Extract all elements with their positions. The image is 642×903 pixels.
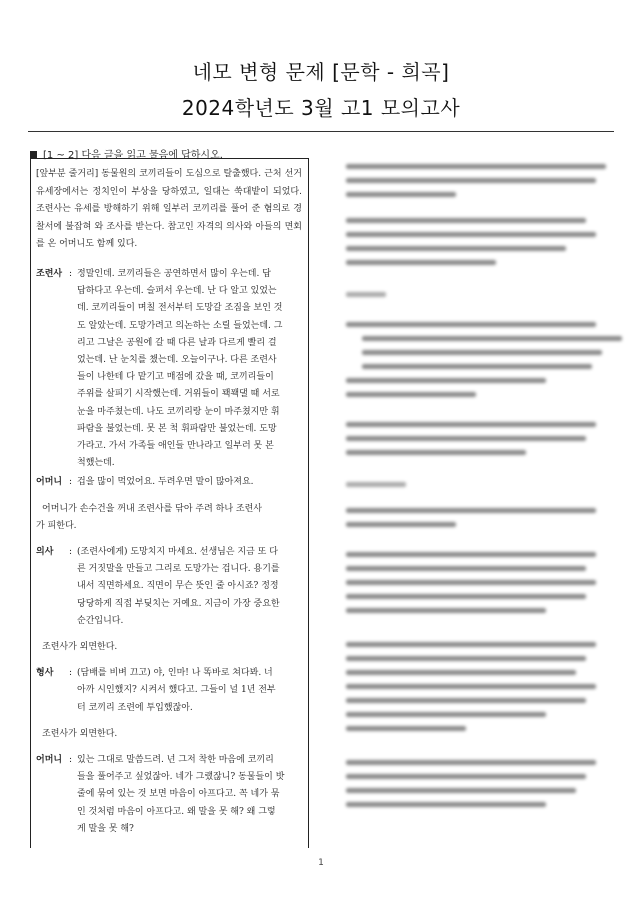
text-line: 터 코끼리 조련에 투입했잖아.: [77, 702, 193, 713]
blurred-text-line: [346, 322, 596, 327]
blurred-text-line: [346, 642, 596, 647]
blurred-text-line: [346, 422, 596, 427]
blurred-text-line: [362, 364, 592, 369]
text-line: 당당하게 직접 부딪치는 거예요. 지금이 가장 중요한: [77, 598, 280, 609]
title-divider: [28, 131, 614, 132]
text-line: 조련사가 외면한다.: [42, 728, 118, 739]
speaker-colon: :: [69, 477, 73, 488]
blurred-text-line: [346, 774, 586, 779]
blurred-text-line: [346, 192, 456, 197]
summary-text: 동물원의 코끼리들이 도심으로 탈출했다. 근처 선거 유세장에서는 정치인이 부상을 당하였고, 일대는 쑥대밭이 되었다. 조련사는 유세를 방해하기 위해 일부러 코끼리를 풀어 준 혐의로 경찰서에 불잡혀 와 조사를 받는다. 참고인 자격의 의사와 아들의 면회를 온 어머니도 함께 있다.: [36, 169, 302, 249]
text-line: 데. 코끼리들이 며칠 전서부터 도망갈 조짐을 보인 것: [77, 303, 283, 314]
blurred-text-line: [346, 726, 466, 731]
blurred-text-line: [346, 508, 596, 513]
blurred-text-line: [346, 232, 596, 237]
summary-label: [앞부분 줄거리]: [36, 169, 99, 179]
text-line: 가 피한다.: [36, 520, 77, 531]
blurred-text-line: [346, 552, 596, 557]
play-script: [36, 258, 304, 838]
text-line: 순간입니다.: [77, 615, 124, 626]
text-line: 척했는데.: [77, 458, 115, 469]
question-instruction: [1 ~ 2] 다음 글을 읽고 물음에 답하시오.: [30, 146, 223, 161]
speaker-name: 의사: [36, 547, 54, 558]
blurred-text-line: [346, 436, 586, 441]
stage-direction: [36, 639, 304, 656]
dialogue-text: [77, 752, 304, 838]
speaker-colon: :: [69, 547, 73, 558]
dialogue-line: [36, 266, 304, 472]
dialogue-line: [36, 474, 304, 491]
blurred-text-line: [346, 178, 596, 183]
text-line: 리고 그날은 공원에 갈 때 다른 날과 다르게 빨리 걸: [77, 337, 277, 348]
text-line: (조련사에게) 도망치지 마세요. 선생님은 지금 또 다: [77, 547, 278, 558]
blurred-text-line: [346, 566, 586, 571]
blurred-text-line: [346, 218, 586, 223]
speaker-colon: :: [69, 668, 73, 679]
stage-direction: [36, 726, 304, 743]
blurred-text-line: [346, 450, 526, 455]
text-line: 답하다고 우는데. 슬퍼서 우는데. 난 다 알고 있었는: [77, 286, 277, 297]
speaker-name: 조련사: [36, 269, 63, 279]
text-line: 내서 직면하세요. 직면이 무슨 뜻인 줄 아시죠? 정정: [77, 581, 279, 592]
blurred-text-line: [346, 760, 596, 765]
dialogue-line: [36, 544, 304, 630]
dialogue-text: [77, 544, 304, 630]
text-line: (담배를 비벼 끄고) 야, 인마! 나 똑바로 쳐다봐. 너: [77, 668, 273, 679]
page-title: 네모 변형 문제 [문학 - 희곡]: [192, 60, 450, 84]
text-line: 도 알았는데. 도망가려고 의논하는 소릴 들었는데. 그: [77, 320, 283, 331]
blurred-text-line: [346, 580, 596, 585]
text-line: 들을 풀어주고 싶었잖아. 네가 그랬잖니? 동물들이 밧: [77, 772, 285, 783]
blurred-text-line: [346, 260, 496, 265]
page-subtitle: 2024학년도 3월 고1 모의고사: [181, 96, 461, 120]
dialogue-text: [77, 266, 304, 472]
dialogue-text: [77, 665, 304, 717]
text-line: 눈을 마주쳤는데. 나도 코끼리랑 눈이 마주쳤지만 휘: [77, 406, 280, 417]
text-line: 었는데. 난 눈치를 챘는데. 오늘이구나. 다른 조련사: [77, 355, 277, 366]
text-line: 조련사가 외면한다.: [42, 642, 118, 653]
speaker-colon: :: [69, 755, 73, 766]
blurred-text-line: [346, 656, 586, 661]
blurred-text-line: [346, 594, 586, 599]
speaker-name: 어머니: [36, 477, 63, 488]
blurred-text-line: [346, 292, 386, 297]
text-line: 어머니가 손수건을 꺼내 조련사를 닦아 주려 하나 조련사: [42, 503, 262, 514]
dialogue-text: [77, 474, 304, 491]
blurred-text-line: [346, 246, 566, 251]
passage-box: [30, 158, 310, 848]
speaker-name: 형사: [36, 668, 54, 679]
blurred-text-line: [346, 522, 456, 527]
text-line: 정말인데. 코끼리들은 공연하면서 많이 우는데. 답: [77, 269, 271, 279]
speaker-name: 어머니: [36, 755, 63, 766]
passage-box-left-border: [30, 158, 31, 848]
text-line: 가라고. 가서 가족들 애인들 만나라고 일부러 못 본: [77, 441, 274, 452]
text-line: 인 것처럼 마음이 아프다고. 왜 말을 못 해? 왜 그렇: [77, 806, 276, 817]
dialogue-line: [36, 752, 304, 838]
blurred-text-line: [362, 350, 602, 355]
blurred-text-line: [346, 378, 546, 383]
text-line: 겁을 많이 먹었어요. 두려우면 말이 많아져요.: [77, 477, 254, 488]
plot-summary: [36, 166, 302, 254]
blurred-text-line: [346, 788, 576, 793]
text-line: 들이 나한테 다 맡기고 매점에 갔을 때, 코끼리들이: [77, 372, 274, 383]
blurred-text-line: [346, 608, 546, 613]
blurred-text-line: [346, 698, 586, 703]
blurred-text-line: [346, 392, 476, 397]
passage-box-top-border: [30, 158, 308, 159]
dialogue-line: [36, 665, 304, 717]
text-line: 파람을 불었는데. 못 본 척 휘파람만 불었는데. 도망: [77, 423, 277, 434]
blurred-text-line: [362, 336, 622, 341]
text-line: 른 거짓말을 만들고 그리로 도망가는 겁니다. 용기를: [77, 564, 280, 575]
text-line: 아까 시인했지? 시켜서 했다고. 그들이 널 1년 전부: [77, 685, 276, 696]
stage-direction: [36, 501, 304, 535]
square-bullet-icon: [30, 151, 37, 158]
blurred-question-column: [342, 156, 618, 836]
blurred-text-line: [346, 684, 596, 689]
blurred-text-line: [346, 670, 576, 675]
blurred-text-line: [346, 802, 546, 807]
text-line: 있는 그대로 말씀드려. 넌 그저 착한 마음에 코끼리: [77, 755, 274, 766]
text-line: 줄에 묶여 있는 것 보면 마음이 아프다고. 꼭 네가 묶: [77, 789, 280, 800]
text-line: 주위를 살피기 시작했는데. 거위들이 꽥꽥댈 때 서로: [77, 389, 280, 400]
passage-box-right-border: [308, 158, 309, 848]
text-line: 게 말을 못 해?: [77, 823, 134, 834]
blurred-text-line: [346, 712, 546, 717]
speaker-colon: :: [69, 269, 73, 279]
blurred-text-line: [346, 482, 406, 487]
page-number: 1: [318, 858, 324, 868]
blurred-text-line: [346, 164, 606, 169]
